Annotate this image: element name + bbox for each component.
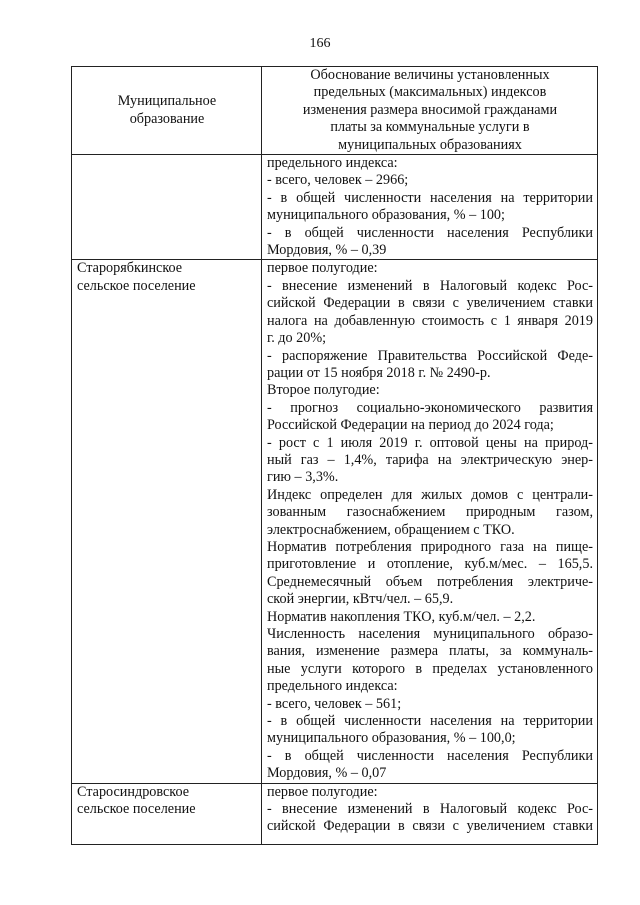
justification-text-line: Мордовия, % – 0,07	[267, 765, 387, 782]
justification-text-line: Мордовия, % – 0,39	[267, 242, 387, 259]
justification-text-line: Среднемесячный объем потребления электриче-	[267, 573, 593, 590]
header-municipality-line: образование	[129, 110, 205, 127]
justification-text-line: - в общей численности населения на территории	[267, 189, 593, 206]
table-header-row	[72, 67, 598, 155]
justification-text-line: ской энергии, кВтч/чел. – 65,9.	[267, 591, 454, 608]
municipality-cell	[72, 155, 262, 260]
justification-text-line: электроснабжением, обращением с ТКО.	[267, 521, 515, 538]
municipality-name-line: Старосиндровское	[77, 783, 190, 800]
justification-text-line: - распоряжение Правительства Российской Феде-	[267, 347, 593, 364]
justification-text-line: Индекс определен для жилых домов с централи-	[267, 486, 593, 503]
justification-text-line: - в общей численности населения на территории	[267, 713, 593, 730]
header-municipality-line: Муниципальное	[117, 93, 217, 110]
justification-text-line: первое полугодие:	[267, 783, 378, 800]
justification-text-line: - в общей численности населения Республики	[267, 747, 593, 764]
justification-text-line: г. до 20%;	[267, 330, 327, 347]
justification-text-line: первое полугодие:	[267, 260, 378, 277]
header-municipality	[72, 67, 262, 155]
header-justification-line: изменения размера вносимой гражданами	[302, 101, 558, 118]
justification-text-line: Второе полугодие:	[267, 382, 380, 399]
justification-text-line: ные услуги которого в пределах установленного	[267, 660, 593, 677]
municipality-cell	[72, 260, 262, 783]
justification-text-line: гию – 3,3%.	[267, 469, 339, 486]
justification-text-line: Норматив накопления ТКО, куб.м/чел. – 2,2.	[267, 608, 536, 625]
justification-text-line: Численность населения муниципального образо-	[267, 626, 593, 642]
justification-text-line: муниципального образования, % – 100;	[267, 207, 505, 224]
justification-text-line: Норматив потребления природного газа на пище-	[267, 538, 593, 555]
municipality-cell	[72, 783, 262, 844]
table-row	[72, 260, 598, 783]
justification-continued	[267, 784, 593, 844]
page-number: 166	[309, 36, 331, 51]
justification-text-line: зованным газоснабжением природным газом,	[267, 504, 593, 521]
justification-text-line: вания, изменение размера платы, за коммуналь-	[267, 643, 593, 660]
table-row	[72, 783, 598, 844]
header-justification	[262, 67, 598, 155]
municipality-name-line: сельское поселение	[77, 801, 196, 818]
justification-text-line: сийской Федерации в связи с увеличением ставки	[267, 295, 593, 312]
justification-text-line: ный газ – 1,4%, тарифа на электрическую энер-	[267, 451, 593, 468]
tariff-index-table	[71, 66, 598, 845]
justification-text-line: - в общей численности населения Республики	[267, 224, 593, 241]
justification-text-line: Российской Федерации на период до 2024 года;	[267, 417, 554, 434]
header-justification-line: Обоснование величины установленных	[310, 67, 550, 83]
table-row	[72, 155, 598, 260]
justification-cell	[262, 155, 598, 260]
justification-text-line: приготовление и отопление, куб.м/мес. – 165,5.	[267, 556, 593, 573]
justification-text-line: - прогноз социально-экономического развития	[267, 399, 593, 416]
justification-text-line: сийской Федерации в связи с увеличением ставки	[267, 818, 593, 835]
justification-cell	[262, 783, 598, 844]
justification-text-line: - рост с 1 июля 2019 г. оптовой цены на природ-	[267, 434, 593, 451]
header-justification-line: платы за коммунальные услуги в	[330, 119, 530, 136]
header-justification-line: муниципальных образованиях	[338, 136, 522, 153]
justification-text-line: рации от 15 ноября 2018 г. № 2490-р.	[267, 364, 491, 381]
justification-text-line: муниципального образования, % – 100,0;	[267, 730, 516, 747]
header-justification-line: предельных (максимальных) индексов	[313, 84, 547, 101]
justification-text-line: - внесение изменений в Налоговый кодекс Рос-	[267, 277, 593, 294]
justification-text-line: предельного индекса:	[267, 678, 398, 695]
municipality-name-line: сельское поселение	[77, 277, 196, 294]
justification-cell	[262, 260, 598, 783]
justification-text-line: - внесение изменений в Налоговый кодекс Рос-	[267, 801, 593, 818]
municipality-name-line: Старорябкинское	[77, 260, 183, 277]
justification-text-line: - всего, человек – 2966;	[267, 172, 409, 189]
justification-text-line: предельного индекса:	[267, 155, 398, 172]
justification-text-line: - всего, человек – 561;	[267, 695, 402, 712]
table-body	[72, 155, 598, 845]
justification-text-line: налога на добавленную стоимость с 1 января 2019	[267, 312, 593, 329]
